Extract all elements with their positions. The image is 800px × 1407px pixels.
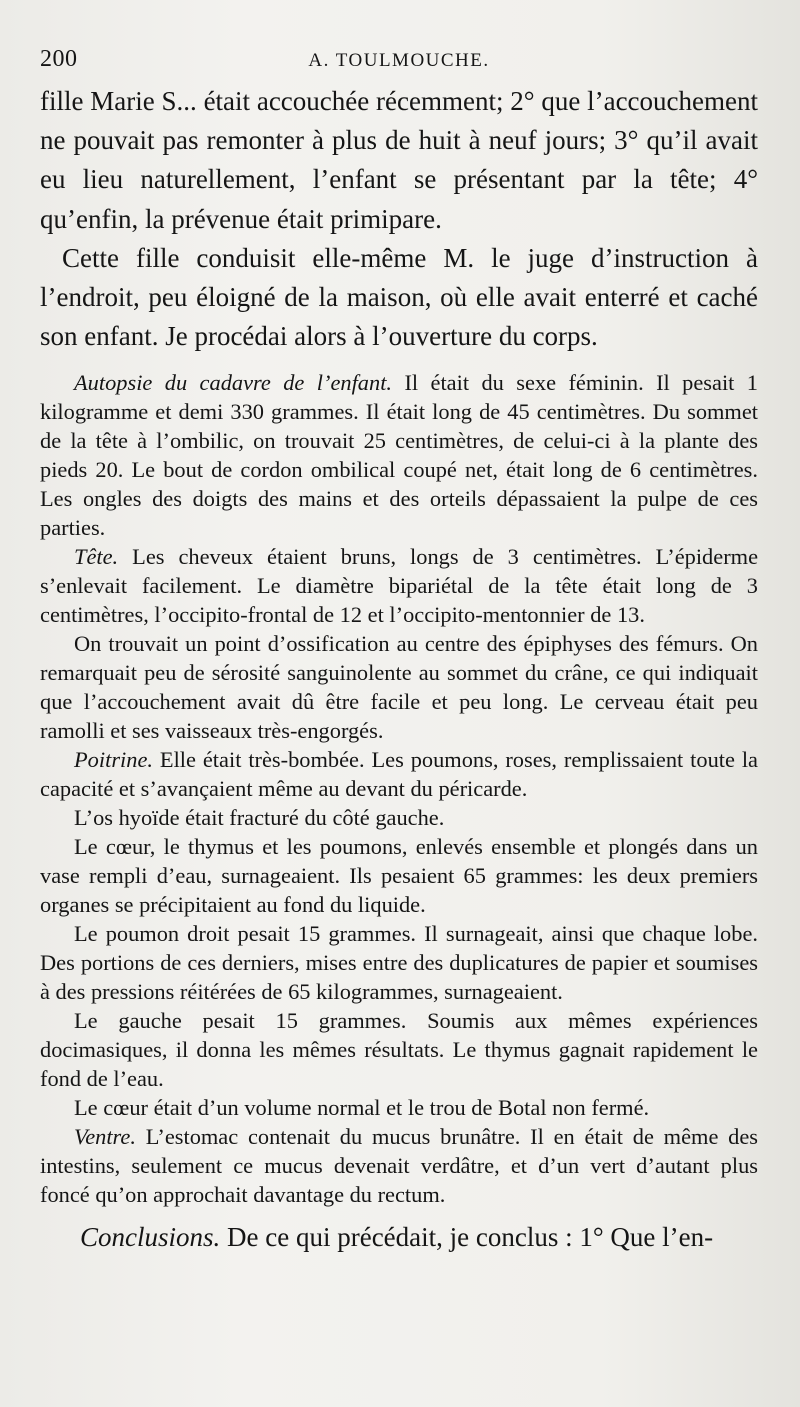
page-number: 200 [40, 46, 78, 72]
heart-thymus-paragraph: Le cœur, le thymus et les poumons, enlevés ensemble et plongés dans un vase rempli d’eau, surnageaient. Ils pesaient 65 grammes: les deux premiers organes se précipitaient au fond du liquide. [40, 834, 758, 918]
autopsy-text: Il était du sexe féminin. Il pesait 1 kilogramme et demi 330 grammes. Il était long de 45 centimètres. Du sommet de la tête à l’ombilic, on trouvait 25 centimètres, de celui-ci à la plante des pieds 20. Le bout de cordon ombilical coupé net, était long de 6 centimètres. Les ongles des doigts des mains et des orteils dépassaient la pulpe de ces parties. [40, 370, 758, 541]
left-lung-paragraph: Le gauche pesait 15 grammes. Soumis aux mêmes expériences docimasiques, il donna les mêmes résultats. Le thymus gagnait rapidement le fond de l’eau. [40, 1008, 758, 1092]
right-lung-paragraph: Le poumon droit pesait 15 grammes. Il surnageait, ainsi que chaque lobe. Des portions de ces derniers, mises entre des duplicatures de papier et soumises à des pressions réitérées de 65 kilogrammes, surnageaient. [40, 921, 758, 1005]
abdomen-label: Ventre. [74, 1124, 136, 1150]
chest-paragraph [40, 745, 758, 803]
page-header [40, 40, 758, 82]
autopsy-label: Autopsie du cadavre de l’enfant. [74, 370, 393, 396]
hyoid-paragraph: L’os hyoïde était fracturé du côté gauche. [74, 805, 445, 831]
head-text: Les cheveux étaient bruns, longs de 3 centimètres. L’épiderme s’enlevait facilement. Le diamètre bipariétal de la tête était long de 3 centimètres, l’occipito-frontal de 12 et l’occipito-mentonnier de 13. [40, 544, 759, 628]
heart-paragraph: Le cœur était d’un volume normal et le trou de Botal non fermé. [74, 1095, 650, 1121]
spacer [40, 356, 758, 368]
conclusion-paragraph [40, 1217, 758, 1257]
intro-paragraph-2: Cette fille conduisit elle-même M. le juge d’instruction à l’endroit, peu éloigné de la maison, où elle avait enterré et caché son enfant. Je procédai alors à l’ouverture du corps. [40, 242, 758, 352]
chest-label: Poitrine. [74, 747, 153, 773]
conclusion-label: Conclusions. [80, 1222, 221, 1253]
running-head: A. TOULMOUCHE. [308, 50, 490, 71]
conclusion-text: De ce qui précédait, je conclus : 1° Que l’en- [227, 1222, 714, 1253]
head-label: Tête. [74, 544, 119, 570]
chest-text: Elle était très-bombée. Les poumons, roses, remplissaient toute la capacité et s’avançaient même au devant du péricarde. [40, 747, 758, 802]
ossification-paragraph: On trouvait un point d’ossification au centre des épiphyses des fémurs. On remarquait peu de sérosité sanguinolente au sommet du crâne, ce qui indiquait que l’accouchement avait dû être facile et peu long. Le cerveau était peu ramolli et ses vaisseaux très-engorgés. [40, 631, 758, 744]
autopsy-paragraph [40, 368, 758, 542]
intro-paragraph-1: fille Marie S... était accouchée récemment; 2° que l’accouchement ne pouvait pas remonter à plus de huit à neuf jours; 3° qu’il avait eu lieu naturellement, l’enfant se présentant par la tête; 4° qu’enfin, la prévenue était primipare. [40, 86, 758, 234]
head-paragraph [40, 542, 758, 629]
abdomen-text: L’estomac contenait du mucus brunâtre. Il en était de même des intestins, seulement ce mucus devenait verdâtre, et d’un vert d’autant plus foncé qu’on approchait davantage du rectum. [40, 1124, 758, 1208]
abdomen-paragraph [40, 1122, 758, 1209]
